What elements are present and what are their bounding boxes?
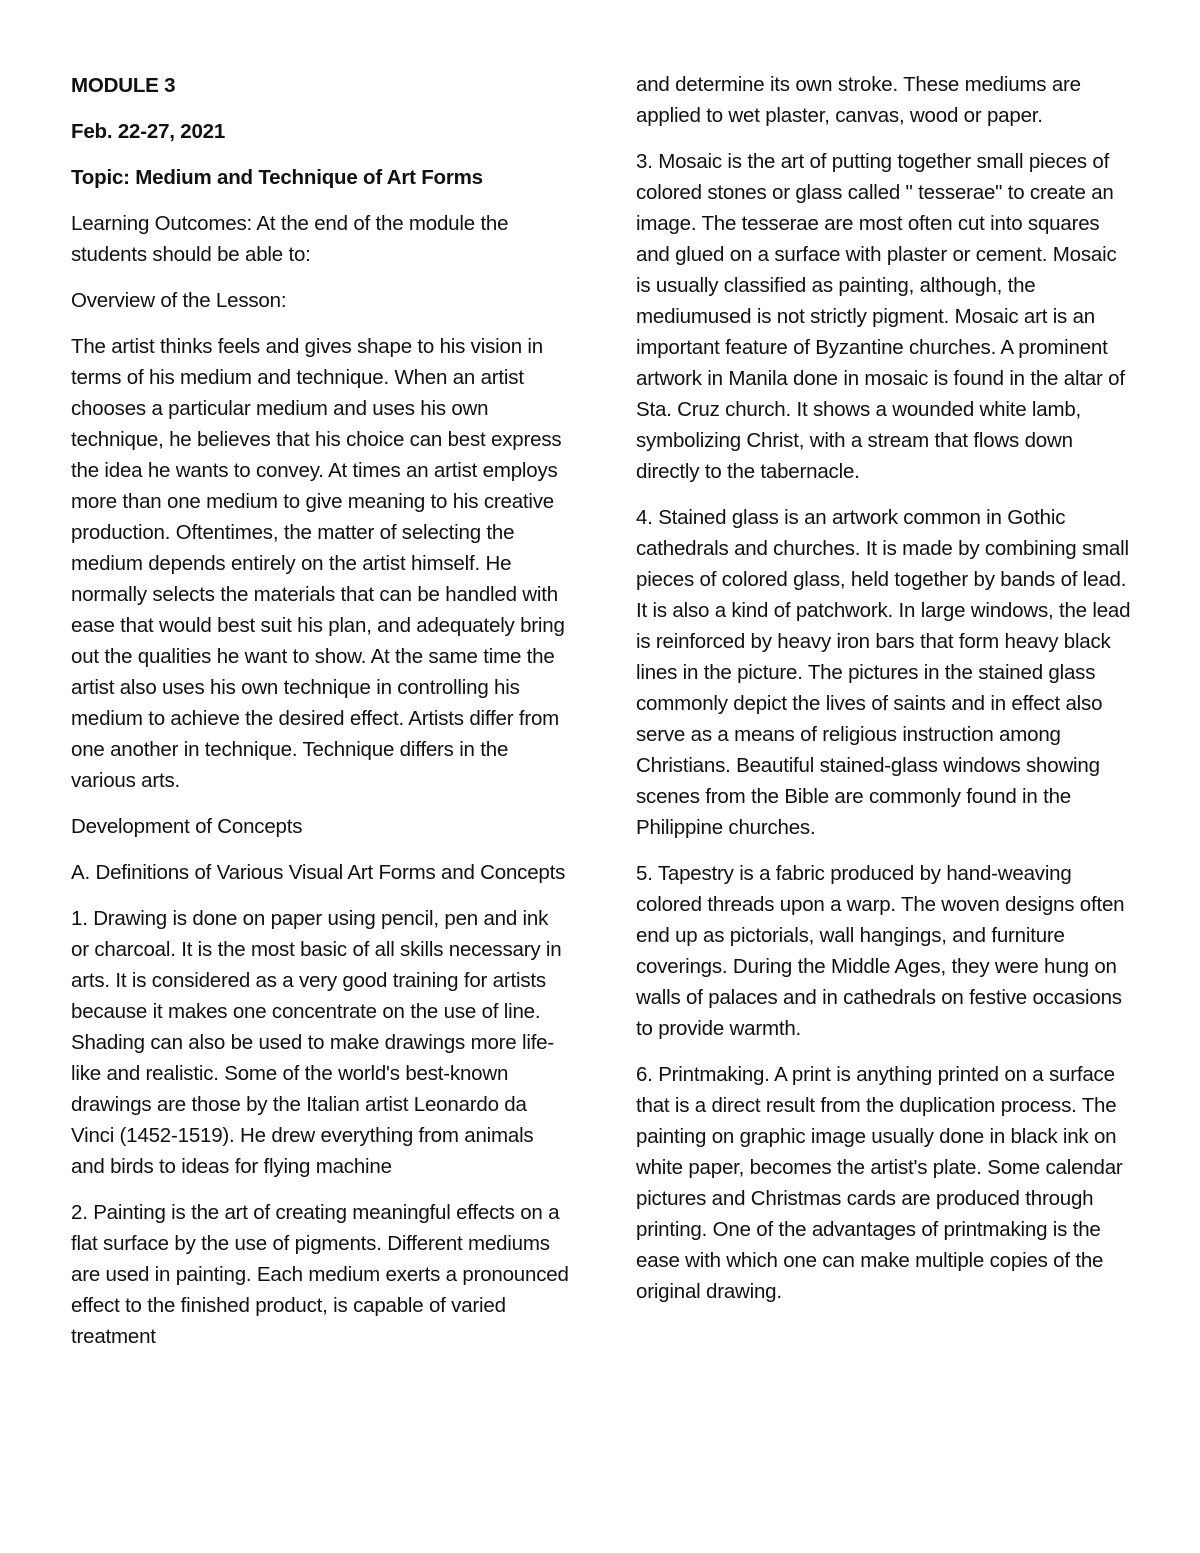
module-date: Feb. 22-27, 2021 <box>71 120 226 143</box>
painting-paragraph-part1: 2. Painting is the art of creating meaningful effects on a flat surface by the use of pigments. Different mediums are used in painting. Each medium exerts a pronounced effect to the finished product, is capable of varied treatment <box>71 1201 569 1348</box>
painting-paragraph-part2: and determine its own stroke. These mediums are applied to wet plaster, canvas, wood or paper. <box>636 73 1081 127</box>
learning-outcomes: Learning Outcomes: At the end of the module the students should be able to: <box>71 212 509 266</box>
drawing-paragraph: 1. Drawing is done on paper using pencil, pen and ink or charcoal. It is the most basic of all skills necessary in arts. It is considered as a very good training for artists because it makes one concentrate on the use of line. Shading can also be used to make drawings more life-like and realistic. Some of the world's best-known drawings are those by the Italian artist Leonardo da Vinci (1452-1519). He drew everything from animals and birds to ideas for flying machine <box>71 907 562 1178</box>
printmaking-paragraph: 6. Printmaking. A print is anything printed on a surface that is a direct result from the duplication process. The painting on graphic image usually done in black ink on white paper, becomes the artist's plate. Some calendar pictures and Christmas cards are produced through printing. One of the advantages of printmaking is the ease with which one can make multiple copies of the original drawing. <box>636 1063 1123 1303</box>
right-column <box>636 69 1136 1322</box>
overview-heading: Overview of the Lesson: <box>71 289 287 312</box>
topic-heading: Topic: Medium and Technique of Art Forms <box>71 166 483 189</box>
left-column <box>71 70 571 1367</box>
module-number: MODULE 3 <box>71 74 176 97</box>
development-heading: Development of Concepts <box>71 815 303 838</box>
mosaic-paragraph: 3. Mosaic is the art of putting together small pieces of colored stones or glass called " tesserae" to create an image. The tesserae are most often cut into squares and glued on a surface with plaster or cement. Mosaic is usually classified as painting, although, the mediumused is not strictly pigment. Mosaic art is an important feature of Byzantine churches. A prominent artwork in Manila done in mosaic is found in the altar of Sta. Cruz church. It shows a wounded white lamb, symbolizing Christ, with a stream that flows down directly to the tabernacle. <box>636 150 1125 483</box>
stained-glass-paragraph: 4. Stained glass is an artwork common in Gothic cathedrals and churches. It is made by combining small pieces of colored glass, held together by bands of lead. It is also a kind of patchwork. In large windows, the lead is reinforced by heavy iron bars that form heavy black lines in the picture. The pictures in the stained glass commonly depict the lives of saints and in effect also serve as a means of religious instruction among Christians. Beautiful stained-glass windows showing scenes from the Bible are commonly found in the Philippine churches. <box>636 506 1131 839</box>
tapestry-paragraph: 5. Tapestry is a fabric produced by hand-weaving colored threads upon a warp. The woven designs often end up as pictorials, wall hangings, and furniture coverings. During the Middle Ages, they were hung on walls of palaces and in cathedrals on festive occasions to provide warmth. <box>636 862 1125 1040</box>
overview-paragraph: The artist thinks feels and gives shape to his vision in terms of his medium and technique. When an artist chooses a particular medium and uses his own technique, he believes that his choice can best express the idea he wants to convey. At times an artist employs more than one medium to give meaning to his creative production. Oftentimes, the matter of selecting the medium depends entirely on the artist himself. He normally selects the materials that can be handled with ease that would best suit his plan, and adequately bring out the qualities he want to show. At the same time the artist also uses his own technique in controlling his medium to achieve the desired effect. Artists differ from one another in technique. Technique differs in the various arts. <box>71 335 565 792</box>
section-a-heading: A. Definitions of Various Visual Art Forms and Concepts <box>71 861 566 884</box>
